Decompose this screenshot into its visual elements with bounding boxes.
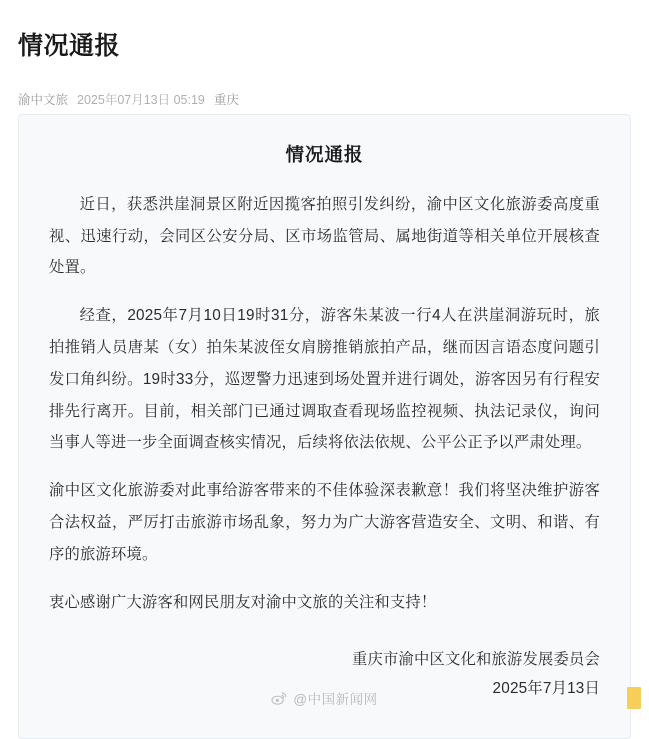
notice-paragraph: 经查，2025年7月10日19时31分，游客朱某波一行4人在洪崖洞游玩时，旅拍推销人员唐某（女）拍朱某波侄女肩膀推销旅拍产品，继而因言语态度问题引发口角纠纷。19时33分，巡逻警力迅速到场处置并进行调处，游客因另有行程安排先行离开。目前，相关部门已通过调取查看现场监控视频、执法记录仪，询问当事人等进一步全面调查核实情况，后续将依法依规、公平公正予以严肃处理。 xyxy=(49,307,600,452)
article-timestamp: 2025年07月13日 05:19 xyxy=(77,92,205,107)
watermark xyxy=(0,685,649,711)
weibo-icon xyxy=(271,690,287,706)
article-source[interactable]: 渝中文旅 xyxy=(18,92,69,107)
page-title: 情况通报 xyxy=(18,31,121,60)
signature-org: 重庆市渝中区文化和旅游发展委员会 xyxy=(352,650,600,668)
watermark-text: @中国新闻网 xyxy=(293,691,378,707)
article-meta xyxy=(0,78,649,108)
notice-card xyxy=(18,114,631,739)
signature-date: 2025年7月13日 xyxy=(492,680,600,698)
article-location: 重庆 xyxy=(213,92,239,107)
notice-paragraph: 渝中区文化旅游委对此事给游客带来的不佳体验深表歉意！我们将坚决维护游客合法权益，严厉打击旅游市场乱象，努力为广大游客营造安全、文明、和谐、有序的旅游环境。 xyxy=(49,482,600,563)
notice-title: 情况通报 xyxy=(285,143,364,165)
article-page xyxy=(0,17,649,717)
notice-paragraph: 近日，获悉洪崖洞景区附近因揽客拍照引发纠纷，渝中区文化旅游委高度重视、迅速行动，会同区公安分局、区市场监管局、属地街道等相关单位开展核查处置。 xyxy=(49,195,600,277)
notice-paragraph: 衷心感谢广大游客和网民朋友对渝中文旅的关注和支持！ xyxy=(49,593,437,611)
